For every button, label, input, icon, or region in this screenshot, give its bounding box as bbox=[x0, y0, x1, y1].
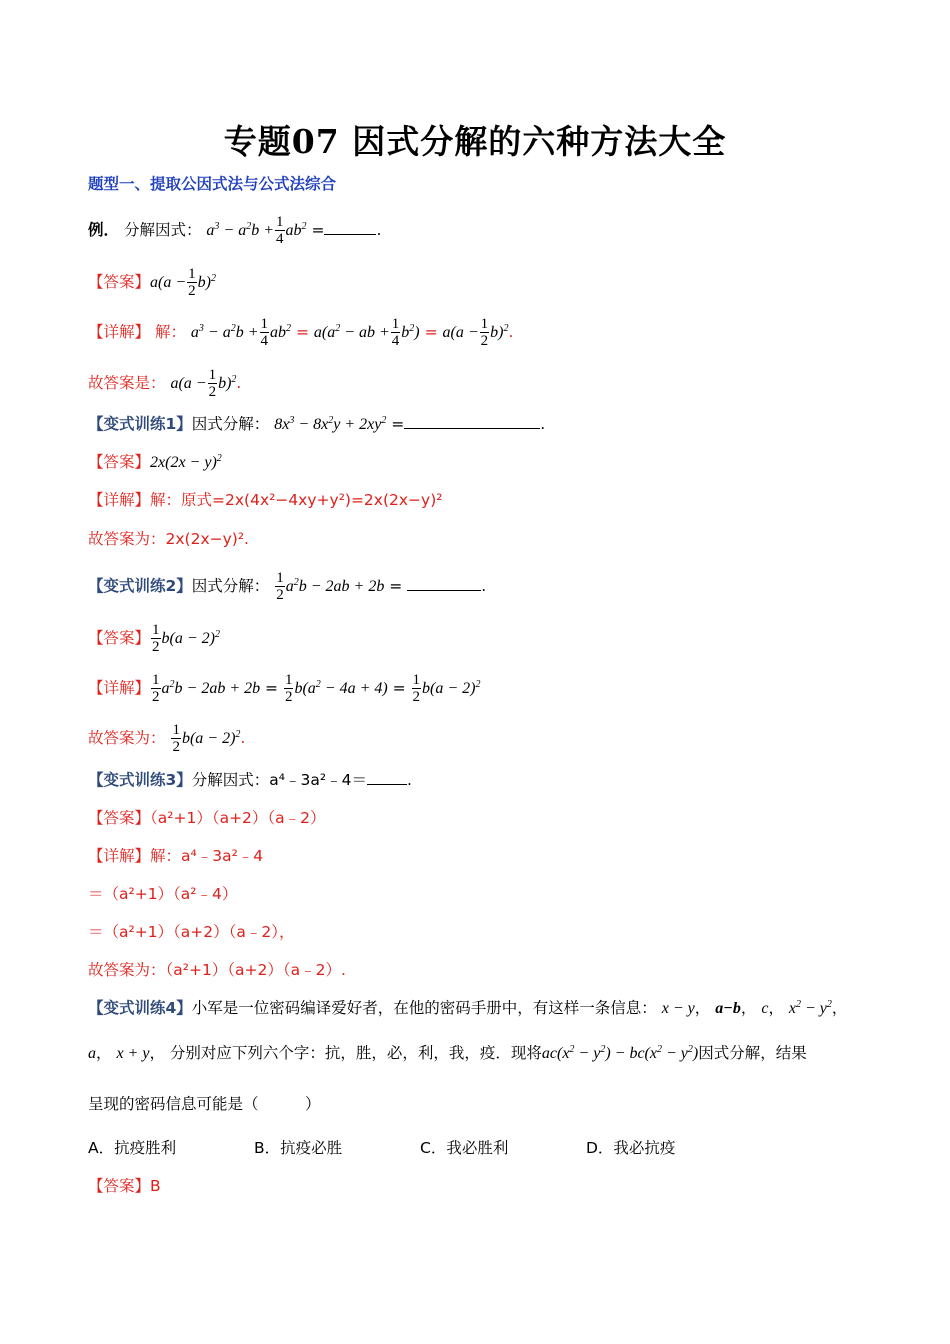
example-label: 例． bbox=[88, 221, 120, 239]
option-a[interactable]: A．抗疫胜利 bbox=[88, 1139, 177, 1157]
variant4-question-line2: a， x + y， 分别对应下列六个字：抗，胜，必，利，我，疫．现将$ac(x^2 - y^2) - bc(x^2 - y^2)$因式分解，结果 bbox=[88, 1044, 807, 1062]
variant4-question-line1: 【变式训练4】小军是一位密码编译爱好者，在他的密码手册中，有这样一条信息： x − y， a−b， c， $x^2 - y^2$， bbox=[88, 999, 848, 1017]
variant4-options bbox=[88, 1136, 890, 1160]
variant3-step1: ＝（a²+1）（a²﹣4） bbox=[88, 885, 238, 903]
detail-tag: 【详解】 bbox=[88, 323, 151, 341]
option-b[interactable]: B．抗疫必胜 bbox=[254, 1139, 343, 1157]
variant1-conclusion: 故答案为：2x(2x−y)². bbox=[88, 530, 249, 548]
example-prompt: 分解因式： bbox=[123, 221, 202, 239]
variant3-question: 【变式训练3】分解因式：a⁴﹣3a²﹣4＝ . bbox=[88, 768, 890, 792]
variant1-detail: 【详解】解：原式=2x(4x²−4xy+y²)=2x(2x−y)² bbox=[88, 491, 443, 509]
variant3-conclusion: 故答案为：（a²+1）（a+2）（a﹣2）. bbox=[88, 961, 346, 979]
example-answer: 【答案】a(a − $\frac{1}{2}$ b)$^2$ bbox=[88, 266, 216, 299]
page-title: 专题07 因式分解的六种方法大全 bbox=[223, 122, 727, 161]
example-detail: 【详解】 解： $a^3 - a^2b$ + $\frac{1}{4}$ $ab^2 = a(a^2$ − ab + $\frac{1}{4}$ $b^2) = a(a$ − $\frac{1}{2}$ b)$^2$. bbox=[88, 316, 514, 349]
option-d[interactable]: D．我必抗疫 bbox=[586, 1139, 676, 1157]
variant3-detail: 【详解】解：a⁴﹣3a²﹣4 bbox=[88, 847, 264, 865]
answer-tag: 【答案】 bbox=[88, 273, 151, 291]
section-heading: 题型一、提取公因式法与公式法综合 bbox=[88, 175, 337, 193]
example-conclusion: 故答案是： a(a − $\frac{1}{2}$ b)$^2$. bbox=[88, 367, 242, 400]
variant1-question: 【变式训练1】因式分解： $8x^3 - 8x^2y + 2xy^2$ = . bbox=[88, 412, 890, 437]
variant1-label: 【变式训练1】 bbox=[88, 415, 192, 433]
variant2-conclusion: 故答案为： $\frac{1}{2}$ $b(a - 2)^2$. bbox=[88, 722, 246, 755]
example-question: 例． 分解因式： $a^3 - a^2b$ + $\frac{1}{4}$ $ab^2$ = . bbox=[88, 214, 382, 247]
variant1-answer: 【答案】$2x(2x - y)^2$ bbox=[88, 453, 222, 471]
variant4-answer: 【答案】B bbox=[88, 1177, 161, 1195]
variant2-answer: 【答案】 $\frac{1}{2}$ $b(a - 2)^2$ bbox=[88, 622, 220, 655]
fraction: $\frac{1}{4}$ bbox=[276, 214, 284, 247]
option-c[interactable]: C．我必胜利 bbox=[420, 1139, 509, 1157]
variant4-question-line3: 呈现的密码信息可能是（ ） bbox=[88, 1095, 321, 1113]
variant3-answer: 【答案】（a²+1）（a+2）（a﹣2） bbox=[88, 809, 326, 827]
variant2-question: 【变式训练2】因式分解： $\frac{1}{2}$ $a^2b - 2ab + 2b$ = . bbox=[88, 570, 487, 603]
variant2-detail: 【详解】 $\frac{1}{2}$ $a^2b - 2ab + 2b$ = $\frac{1}{2}$ $b(a^2 - 4a + 4)$ = $\frac{1}{2}$ $b(a - 2)^2$ bbox=[88, 672, 481, 705]
variant3-step2: ＝（a²+1）（a+2）（a﹣2）， bbox=[88, 923, 295, 941]
